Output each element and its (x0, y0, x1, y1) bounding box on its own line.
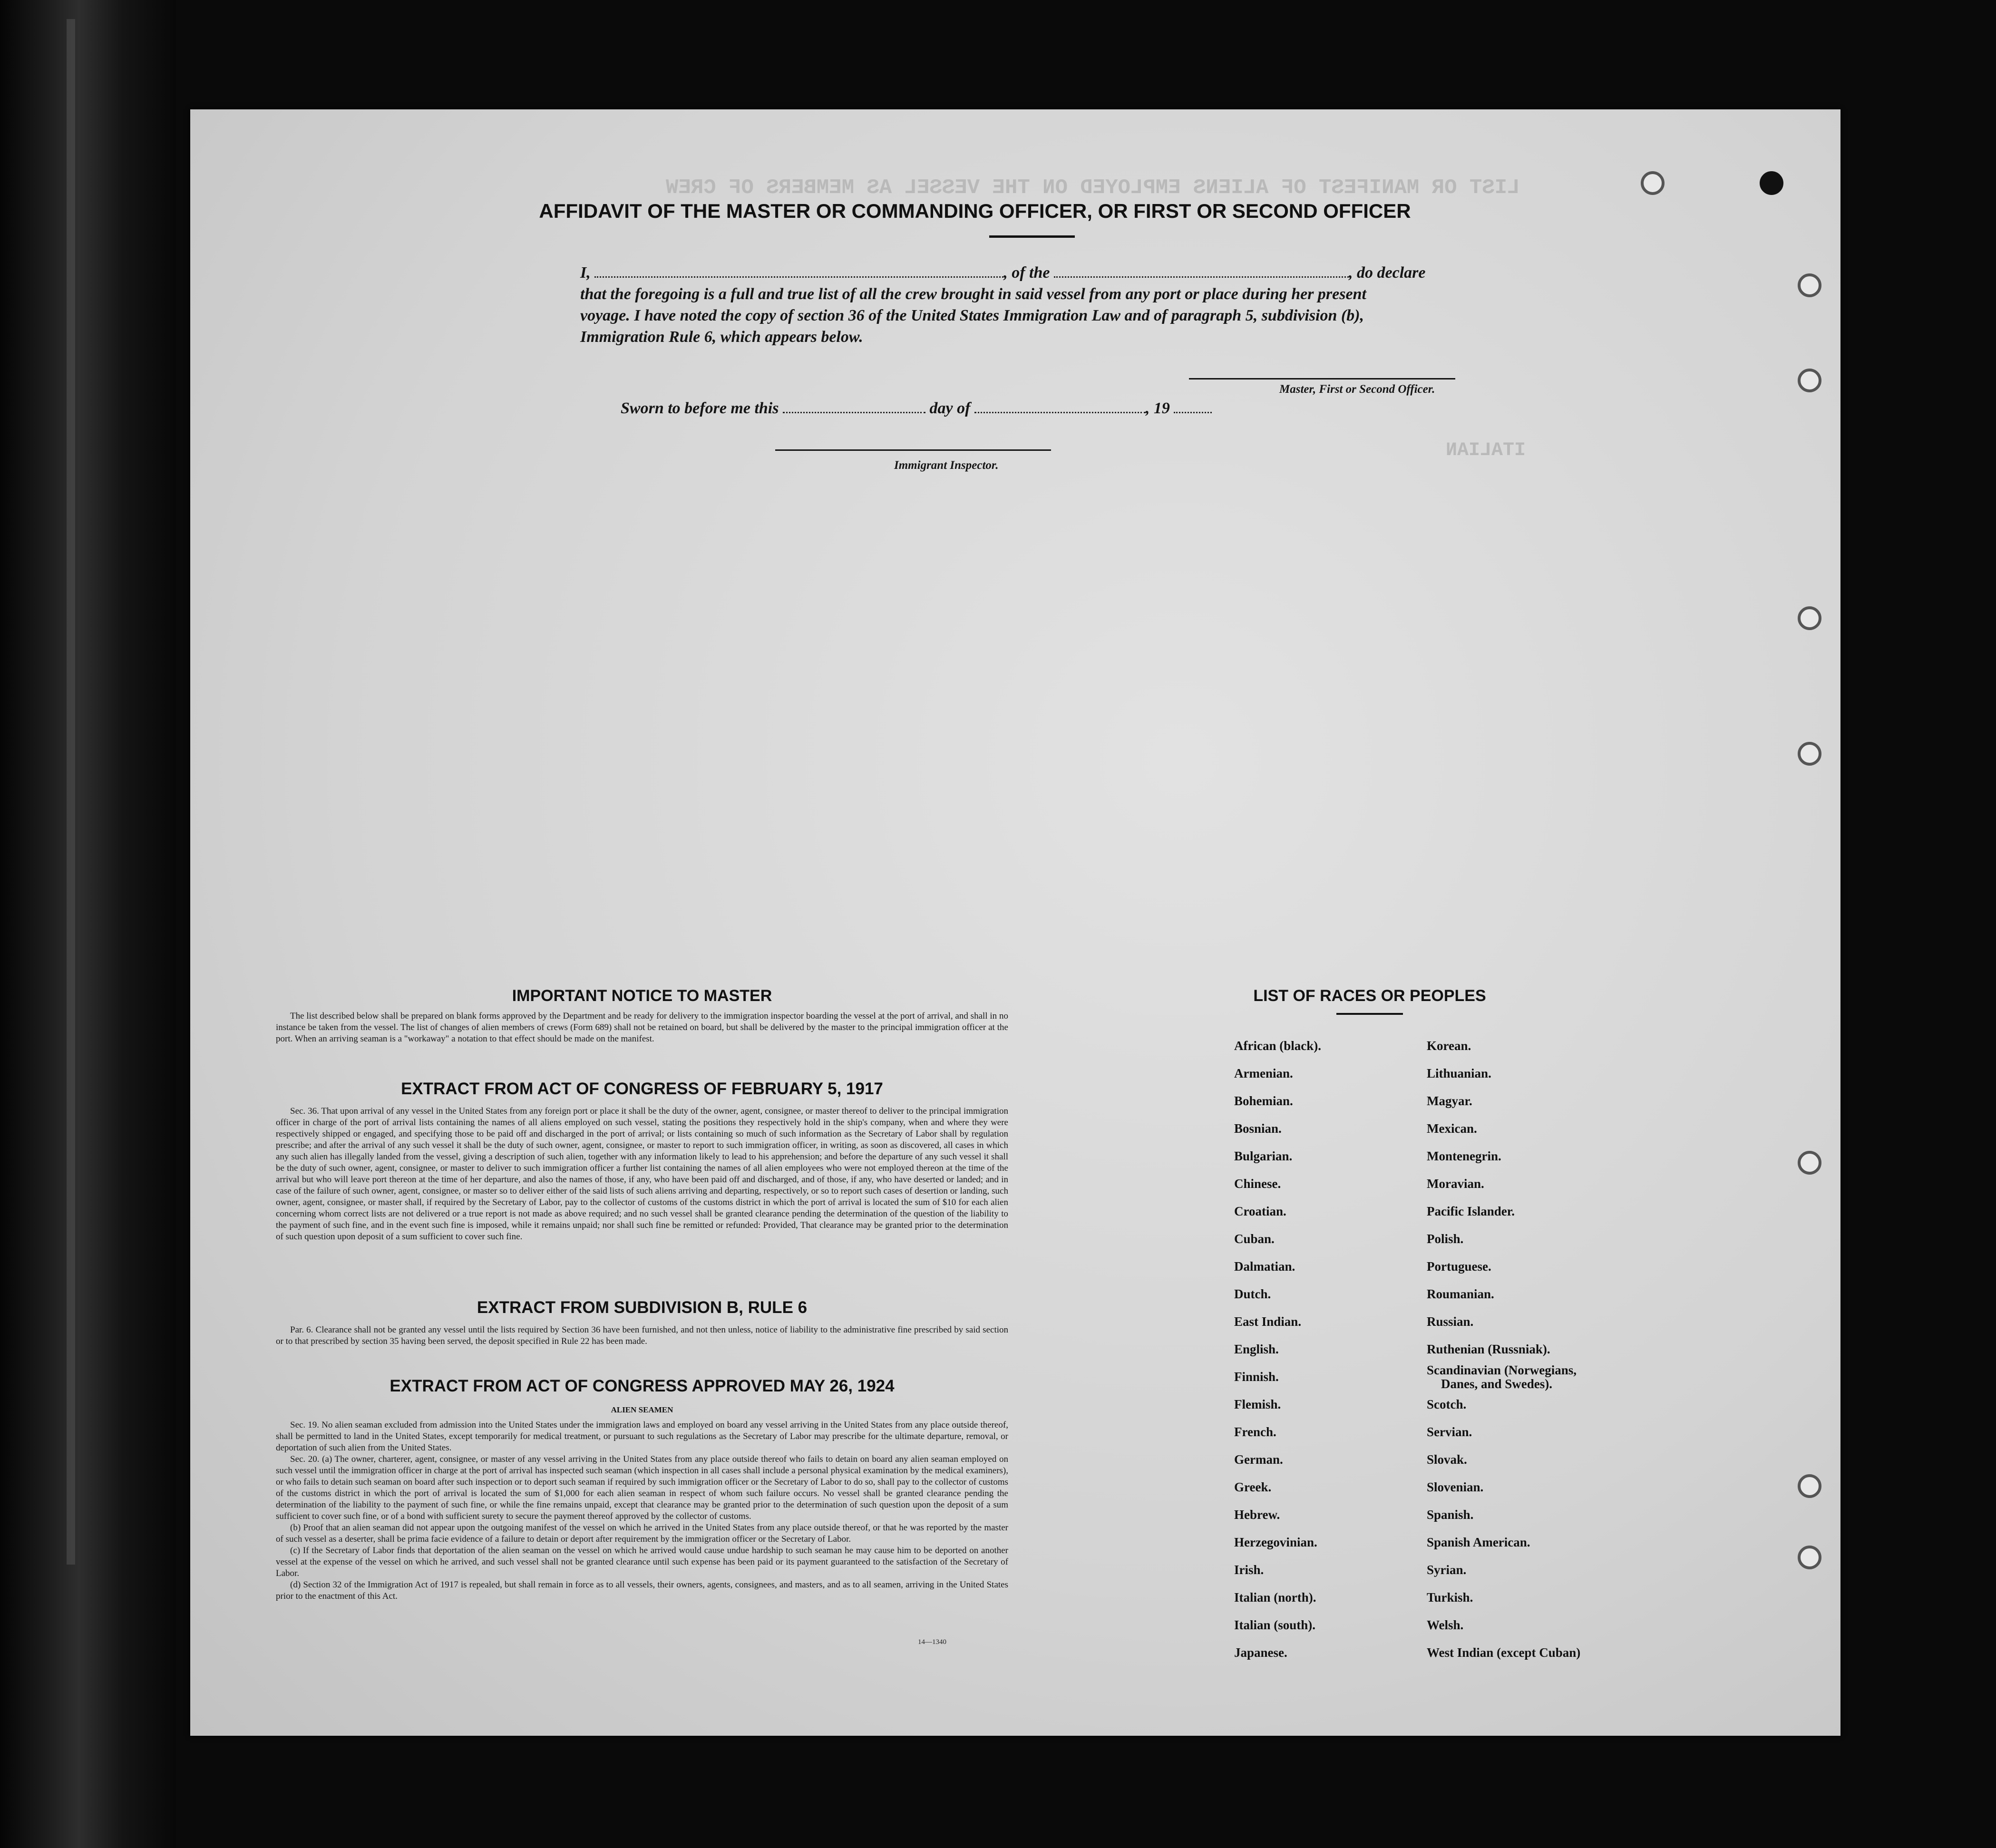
race-item: German. (1234, 1452, 1283, 1467)
races-right-column (1427, 1032, 1580, 1666)
race-item: Magyar. (1427, 1094, 1472, 1108)
extract-1924-paragraph: (b) Proof that an alien seaman did not appear upon the outgoing manifest of the vessel on which he arrived in the United States from any place outside thereof, or that he was reported by the master of such vessel as a deserter, shall be prima facie evidence of a failure to detain or deport after requirement by the immigration officer or the Secretary of Labor. (276, 1523, 1008, 1544)
sworn-month-blank (974, 412, 1146, 413)
affidavit-line-2: that the foregoing is a full and true list of all the crew brought in said vessel from any port or place during her present (580, 285, 1366, 303)
affidavit-line-4: Immigration Rule 6, which appears below. (580, 328, 863, 346)
name-blank (594, 276, 1003, 278)
race-item: Mexican. (1427, 1121, 1477, 1136)
race-item: West Indian (except Cuban) (1427, 1645, 1581, 1660)
race-item: Scandinavian (Norwegians, (1427, 1363, 1577, 1377)
extract-rule6-title: EXTRACT FROM SUBDIVISION B, RULE 6 (477, 1298, 808, 1317)
sworn-text: Sworn to before me this (621, 399, 779, 417)
punch-hole (1798, 369, 1821, 392)
race-item: Bulgarian. (1234, 1149, 1293, 1163)
affidavit-title: AFFIDAVIT OF THE MASTER OR COMMANDING OFFICER, OR FIRST OR SECOND OFFICER (539, 200, 1411, 222)
race-item: Scotch. (1427, 1397, 1467, 1411)
extract-rule6-body (276, 1324, 1008, 1347)
form-number: 14—1340 (918, 1638, 946, 1646)
races-title: LIST OF RACES OR PEOPLES (1253, 987, 1486, 1005)
race-item: English. (1234, 1342, 1279, 1356)
race-item: Hebrew. (1234, 1508, 1280, 1522)
sworn-line (621, 399, 1212, 418)
race-item: Japanese. (1234, 1645, 1287, 1660)
race-item: Pacific Islander. (1427, 1204, 1515, 1218)
notice-paragraph: The list described below shall be prepared on blank forms approved by the Department and be ready for delivery to the immigration inspector boarding the vessel at the port of arrival, and shall in no instance be taken from the vessel. The list of changes of alien members of crews (Form 689) shall not be retained on board, but shall be delivered by the master to the principal immigration officer at the port. When an arriving seaman is a "workaway" a notation to that effect should be made on the manifest. (276, 1011, 1008, 1044)
extract-1924-paragraph: (d) Section 32 of the Immigration Act of 1917 is repealed, but shall remain in force as to all vessels, their owners, agents, consignees, and masters, and as to all seamen, arriving in the United States prior to the enactment of this Act. (276, 1580, 1008, 1601)
races-left-column (1234, 1032, 1321, 1666)
inspector-signature-label: Immigrant Inspector. (894, 459, 999, 472)
race-item: Roumanian. (1427, 1287, 1494, 1301)
race-item: Greek. (1234, 1480, 1272, 1494)
extract-1924-body (276, 1420, 1008, 1602)
races-title-rule (1336, 1013, 1403, 1015)
affidavit-title-rule (989, 235, 1075, 238)
race-item: Finnish. (1234, 1370, 1279, 1384)
extract-1917-paragraph: Sec. 36. That upon arrival of any vessel in the United States from any foreign port or place it shall be the duty of the owner, agent, consignee, or master thereof to deliver to the principal immigration officer in charge of the port of arrival lists containing the names of all aliens employed on such vessel, stating the positions they respectively hold in the ship's company, when and where they were respectively shipped or engaged, and specifying those to be paid off and discharged in the port of arrival; or lists containing so much of such information as the Secretary of Labor shall by regulation prescribe; and after the arrival of any such vessel it shall be the duty of such owner, agent, consignee, or master to report to such immigration officer, in writing, as soon as discovered, all cases in which any such alien has illegally landed from the vessel, giving a description of such alien, together with any information likely to lead to his apprehension; and before the departure of any such vessel it shall be the duty of such owner, agent, consignee, or master to deliver to such immigration officer a further list containing the names of all alien employees who were not employed thereon at the time of the arrival but who will leave port thereon at the time of her departure, and also the names of those, if any, who have been paid off and discharged, and of those, if any, who have deserted or landed; and in case of the failure of such owner, agent, consignee, or master so to deliver either of the said lists of such aliens arriving and departing, respectively, or so to report such cases of desertion or landing, such owner, agent, consignee, or master shall, if required by the Secretary of Labor, pay to the collector of customs of the customs district in which the port of arrival is located the sum of $10 for each alien concerning whom correct lists are not delivered or a true report is not made as above required; and no such vessel shall be granted clearance pending the determination of the question of the liability to the payment of such fine, and in the event such fine is imposed, while it remains unpaid; nor shall such fine be remitted or refunded: Provided, That clearance may be granted prior to the determination of such question upon deposit of a sum sufficient to cover such fine. (276, 1106, 1008, 1242)
extract-1924-paragraph: (c) If the Secretary of Labor finds that deportation of the alien seaman on the vessel on which he arrived would cause undue hardship to such seaman he may cause him to be deported on another vessel at the expense of the vessel on which he arrived, and such vessel shall not be granted clearance until such expense has been paid or its payment guaranteed to the satisfaction of the Secretary of Labor. (276, 1546, 1008, 1578)
declaration-i: I, (580, 264, 591, 282)
race-item: Syrian. (1427, 1563, 1467, 1577)
race-item: Irish. (1234, 1563, 1264, 1577)
master-signature-line (1189, 378, 1455, 379)
bleed-through-heading: LIST OR MANIFEST OF ALIENS EMPLOYED ON THE VESSEL AS MEMBERS OF CREW (666, 176, 1520, 200)
extract-1924-subtitle: ALIEN SEAMEN (611, 1405, 673, 1414)
race-item: East Indian. (1234, 1314, 1302, 1329)
race-item: Herzegovinian. (1234, 1535, 1317, 1549)
race-item: Lithuanian. (1427, 1066, 1491, 1080)
master-signature-label: Master, First or Second Officer. (1279, 383, 1435, 396)
race-item: Welsh. (1427, 1618, 1464, 1632)
punch-hole (1641, 171, 1665, 195)
punch-hole (1760, 171, 1783, 195)
punch-hole (1798, 1474, 1821, 1498)
race-item: African (black). (1234, 1039, 1321, 1053)
race-item: Bohemian. (1234, 1094, 1293, 1108)
race-item: Servian. (1427, 1425, 1472, 1439)
sworn-year-prefix: , 19 (1145, 399, 1170, 417)
punch-hole (1798, 273, 1821, 297)
race-item: French. (1234, 1425, 1276, 1439)
page-edge (67, 19, 75, 1565)
extract-1924-paragraph: Sec. 20. (a) The owner, charterer, agent, consignee, or master of any vessel arriving in the United States from any place outside thereof who fails to detain on board any alien seaman employed on such vessel until the immigration officer in charge at the port of arrival has inspected such seaman (which inspection in all cases shall include a personal physical examination by the medical examiners), or who fails to detain such seaman on board after such inspection or to deport such seaman if required by such immigration officer or the Secretary of Labor to do so, shall pay to the collector of customs of the customs district in which the port of arrival is located the sum of $1,000 for each alien seaman in respect of whom such failure occurs. No vessel shall be granted clearance pending the determination of the liability to the payment of such fine, or while the fine remains unpaid, except that clearance may be granted prior to the determination of such question upon the deposit of a sum sufficient to cover such fine, or of a bond with sufficient surety to secure the payment thereof approved by the collector of customs. (276, 1454, 1008, 1521)
punch-hole (1798, 1546, 1821, 1569)
declaration-of-the: , of the (1003, 264, 1050, 282)
race-item: Polish. (1427, 1232, 1464, 1246)
sworn-day-of: day of (929, 399, 971, 417)
race-item: Moravian. (1427, 1177, 1484, 1191)
race-item: Korean. (1427, 1039, 1471, 1053)
punch-hole (1798, 606, 1821, 630)
extract-1917-body (276, 1106, 1008, 1243)
sworn-day-blank (783, 412, 925, 413)
race-item: Bosnian. (1234, 1121, 1282, 1136)
vessel-blank (1054, 276, 1349, 278)
race-item: Spanish American. (1427, 1535, 1530, 1549)
bleed-through-note: ITALIAN (1446, 440, 1526, 461)
extract-1924-paragraph: Sec. 19. No alien seaman excluded from admission into the United States under the immigration laws and employed on board any vessel arriving in the United States from any place outside thereof, shall be permitted to land in the United States, except temporarily for medical treatment, or pursuant to such regulations as the Secretary of Labor may prescribe for the ultimate departure, removal, or deportation of such alien from the United States. (276, 1420, 1008, 1453)
race-item: Russian. (1427, 1314, 1474, 1329)
punch-hole (1798, 742, 1821, 766)
extract-1924-title: EXTRACT FROM ACT OF CONGRESS APPROVED MAY 26, 1924 (389, 1377, 895, 1395)
race-item: Croatian. (1234, 1204, 1286, 1218)
binding-spine (0, 0, 176, 1848)
inspector-signature-line (775, 449, 1051, 451)
race-item: Chinese. (1234, 1177, 1281, 1191)
race-item: Turkish. (1427, 1590, 1473, 1605)
race-item: Portuguese. (1427, 1259, 1491, 1274)
manifest-sheet (190, 109, 1840, 1736)
race-item: Spanish. (1427, 1508, 1474, 1522)
race-item: Ruthenian (Russniak). (1427, 1342, 1550, 1356)
race-item: Slovenian. (1427, 1480, 1484, 1494)
race-item: Armenian. (1234, 1066, 1293, 1080)
race-item: Danes, and Swedes). (1441, 1377, 1553, 1391)
race-item: Italian (south). (1234, 1618, 1316, 1632)
extract-1917-title: EXTRACT FROM ACT OF CONGRESS OF FEBRUARY 5, 1917 (401, 1080, 883, 1098)
race-item: Montenegrin. (1427, 1149, 1501, 1163)
affidavit-line-1 (580, 264, 1425, 282)
race-item: Flemish. (1234, 1397, 1281, 1411)
race-item: Cuban. (1234, 1232, 1275, 1246)
affidavit-line-3: voyage. I have noted the copy of section 36 of the United States Immigration Law and of paragraph 5, subdivision (b), (580, 307, 1364, 324)
punch-hole (1798, 1151, 1821, 1175)
race-item: Dutch. (1234, 1287, 1271, 1301)
sworn-year-blank (1174, 412, 1212, 413)
notice-body (276, 1011, 1008, 1045)
race-item: Slovak. (1427, 1452, 1467, 1467)
notice-title: IMPORTANT NOTICE TO MASTER (512, 987, 772, 1005)
race-item: Italian (north). (1234, 1590, 1316, 1605)
extract-rule6-paragraph: Par. 6. Clearance shall not be granted any vessel until the lists required by Section 36 have been furnished, and not then unless, notice of liability to the administrative fine prescribed by said section or to that prescribed by section 35 having been served, the deposit specified in Rule 22 has been made. (276, 1325, 1008, 1346)
race-item: Dalmatian. (1234, 1259, 1295, 1274)
declaration-do-declare: , do declare (1349, 264, 1426, 282)
